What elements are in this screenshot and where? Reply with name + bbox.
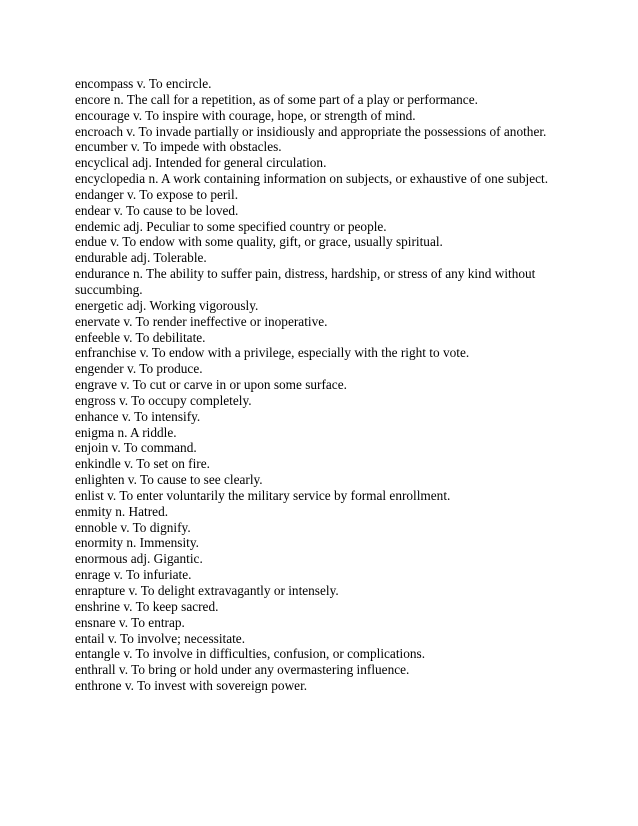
entry-encore: encore n. The call for a repetition, as of some part of a play or performance. xyxy=(75,91,478,107)
entry-engross: engross v. To occupy completely. xyxy=(75,392,252,408)
entry-encourage: encourage v. To inspire with courage, hope, or strength of mind. xyxy=(75,107,416,123)
entry-endurance: endurance n. The ability to suffer pain, distress, hardship, or stress of any kind without succumbing. xyxy=(75,266,536,297)
entry-enkindle: enkindle v. To set on fire. xyxy=(75,456,210,472)
entry-encyclopedia: encyclopedia n. A work containing information on subjects, or exhaustive of one subject. xyxy=(75,171,549,187)
entry-entangle: entangle v. To involve in difficulties, confusion, or complications. xyxy=(75,646,426,662)
entry-enigma: enigma n. A riddle. xyxy=(75,424,177,440)
entry-enrage: enrage v. To infuriate. xyxy=(75,567,192,583)
entry-encumber: encumber v. To impede with obstacles. xyxy=(75,139,282,155)
entry-encroach: encroach v. To invade partially or insidiously and appropriate the possessions of another. xyxy=(75,123,547,139)
entry-enlist: enlist v. To enter voluntarily the military service by formal enrollment. xyxy=(75,487,451,503)
entry-enmity: enmity n. Hatred. xyxy=(75,503,169,519)
entry-enlighten: enlighten v. To cause to see clearly. xyxy=(75,472,263,488)
entry-enrapture: enrapture v. To delight extravagantly or intensely. xyxy=(75,583,339,598)
entry-endue: endue v. To endow with some quality, gift, or grace, usually spiritual. xyxy=(75,234,443,250)
entry-enfranchise: enfranchise v. To endow with a privilege, especially with the right to vote. xyxy=(75,345,470,361)
entry-enervate: enervate v. To render ineffective or inoperative. xyxy=(75,313,328,329)
entry-enjoin: enjoin v. To command. xyxy=(75,440,197,456)
entry-enfeeble: enfeeble v. To debilitate. xyxy=(75,329,206,345)
entry-encyclical: encyclical adj. Intended for general circulation. xyxy=(75,155,327,171)
entry-endear: endear v. To cause to be loved. xyxy=(75,202,239,218)
entry-endanger: endanger v. To expose to peril. xyxy=(75,186,239,202)
entry-endemic: endemic adj. Peculiar to some specified country or people. xyxy=(75,218,387,234)
entry-enthrall: enthrall v. To bring or hold under any overmastering influence. xyxy=(75,662,410,678)
entry-engender: engender v. To produce. xyxy=(75,361,203,377)
entry-entail: entail v. To involve; necessitate. xyxy=(75,630,246,646)
entry-enthrone: enthrone v. To invest with sovereign power. xyxy=(75,678,308,694)
entry-enormity: enormity n. Immensity. xyxy=(75,535,199,551)
dictionary-page xyxy=(75,76,567,694)
entry-energetic: energetic adj. Working vigorously. xyxy=(75,297,259,313)
entry-endurable: endurable adj. Tolerable. xyxy=(75,250,207,266)
entry-engrave: engrave v. To cut or carve in or upon some surface. xyxy=(75,377,347,393)
entry-ennoble: ennoble v. To dignify. xyxy=(75,519,191,535)
entry-enshrine: enshrine v. To keep sacred. xyxy=(75,598,219,614)
entry-enhance: enhance v. To intensify. xyxy=(75,408,201,424)
entry-enormous: enormous adj. Gigantic. xyxy=(75,551,203,567)
entry-encompass: encompass v. To encircle. xyxy=(75,76,212,91)
entry-ensnare: ensnare v. To entrap. xyxy=(75,614,185,630)
